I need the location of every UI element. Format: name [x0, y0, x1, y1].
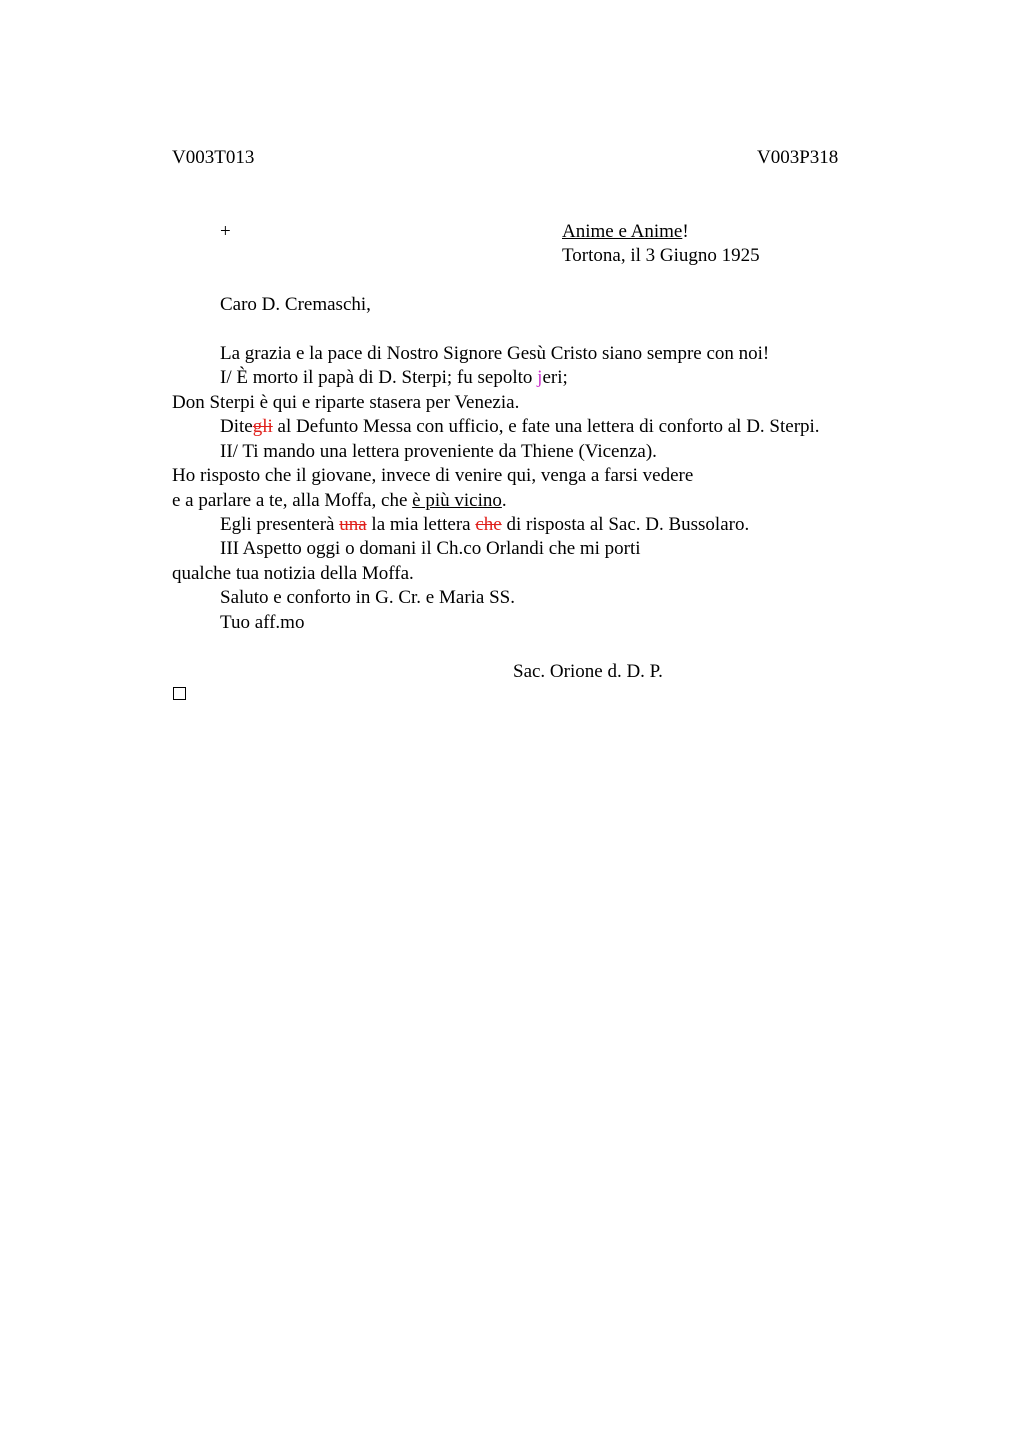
cross-symbol: + [220, 221, 231, 242]
deleted-text: una [339, 514, 367, 535]
end-square-icon [173, 687, 186, 700]
underlined-text: è più vicino [412, 490, 502, 511]
body-line-11: Saluto e conforto in G. Cr. e Maria SS. [220, 587, 515, 608]
body-line-9: III Aspetto oggi o domani il Ch.co Orlandi che mi porti [220, 538, 641, 559]
body-line-7 [172, 489, 507, 513]
closing: Tuo aff.mo [220, 612, 305, 633]
line-text: Egli presenterà [220, 514, 340, 535]
line-text: . [501, 490, 507, 511]
motto-punct: ! [682, 221, 689, 242]
body-line-4 [220, 415, 820, 439]
document-code-left: V003T013 [172, 147, 255, 168]
body-line-1: La grazia e la pace di Nostro Signore Gesù Cristo siano sempre con noi! [220, 343, 770, 364]
line-text: di risposta al Sac. D. Bussolaro. [501, 514, 750, 535]
motto [562, 220, 689, 244]
place-date: Tortona, il 3 Giugno 1925 [562, 245, 760, 266]
deleted-text: gli [252, 416, 273, 437]
body-line-5: II/ Ti mando una lettera proveniente da Thiene (Vicenza). [220, 441, 657, 462]
line-text: la mia lettera [366, 514, 476, 535]
body-line-6: Ho risposto che il giovane, invece di venire qui, venga a farsi vedere [172, 465, 694, 486]
motto-text: Anime e Anime [562, 221, 683, 242]
signature: Sac. Orione d. D. P. [513, 661, 663, 682]
document-code-right: V003P318 [757, 147, 839, 168]
line-text: eri; [542, 367, 568, 388]
inserted-letter: j [537, 367, 543, 388]
line-text: e a parlare a te, alla Moffa, che [172, 490, 413, 511]
body-line-8 [220, 513, 749, 537]
body-line-3: Don Sterpi è qui e riparte stasera per Venezia. [172, 392, 520, 413]
salutation: Caro D. Cremaschi, [220, 294, 371, 315]
body-line-2 [220, 366, 568, 390]
line-text: I/ È morto il papà di D. Sterpi; fu sepolto [220, 367, 538, 388]
line-text: Dite [220, 416, 253, 437]
deleted-text: che [475, 514, 502, 535]
body-line-10: qualche tua notizia della Moffa. [172, 563, 414, 584]
line-text: al Defunto Messa con ufficio, e fate una lettera di conforto al D. Sterpi. [272, 416, 820, 437]
